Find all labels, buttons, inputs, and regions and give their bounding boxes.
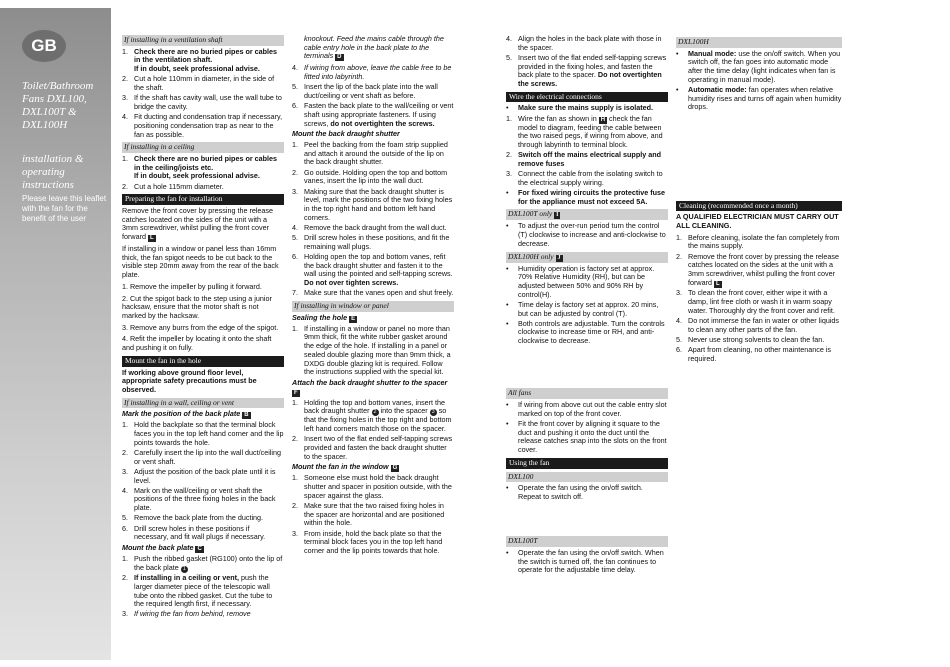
prep-paragraph: 3. Remove any burrs from the edge of the spigot. bbox=[122, 322, 279, 332]
list-cleaning bbox=[676, 234, 842, 364]
list-item: 2. If installing in a ceiling or vent, push the larger diameter piece of the telescopic wall tube onto the ribbed gasket. Cut the tube to the required length first, if necessary. bbox=[122, 573, 273, 609]
list-item: 5. Insert the lip of the back plate into the wall duct/ceiling or vent shaft as before. bbox=[292, 82, 438, 101]
column-2 bbox=[292, 35, 454, 557]
list-item: 5. Insert two of the flat ended self-tapping screws provided in the fixing holes, and fasten the back plate to the spacer. Do not overtighten the screws. bbox=[506, 52, 667, 89]
list-mark bbox=[122, 421, 284, 542]
subheading-mark: Mark the position of the back plate B bbox=[122, 409, 249, 419]
heading-window-panel: If installing in window or panel bbox=[292, 301, 454, 312]
list-item: • Automatic mode: fan operates when relative humidity rises and turns off again when humidity drops. bbox=[676, 85, 842, 112]
list-item: 6. Apart from cleaning, no other maintenance is required. bbox=[676, 344, 832, 363]
heading-using-dxl100: DXL100 bbox=[506, 472, 668, 483]
list-item: 4. If wiring from above, leave the cable free to be fitted into labyrinth. bbox=[292, 63, 452, 82]
list-item: • Time delay is factory set at approx. 20 mins, but can be adjusted by control (T). bbox=[506, 299, 659, 318]
prep-paragraph: 1. Remove the impeller by pulling it forward. bbox=[122, 281, 262, 291]
list-item: 6. Fasten the back plate to the wall/ceiling or vent shaft using appropriate fasteners. If using screws, do not overtighten the screws. bbox=[292, 101, 454, 128]
list-item: 1. If installing in a window or panel no more than 9mm thick, fit the white rubber gasket around the edge of the hole. If installing in a panel or sealed double glazing more than 9mm thick, a DXDG double glazing kit is required. Follow the instructions supplied with the special kit. bbox=[292, 323, 451, 377]
heading-ventilation-shaft: If installing in a ventilation shaft bbox=[122, 35, 284, 46]
prep-paragraph: Remove the front cover by pressing the release catches located on the sides of the unit with a 3mm screwdriver, whilst pulling the front cover forward L bbox=[122, 205, 274, 242]
prep-paragraph: If installing in a window or panel less than 16mm thick, the fan spigot needs to be cut back to the visible step 20mm away from the rear of the back plate. bbox=[122, 244, 279, 280]
list-item: 2. Make sure that the two raised fixing holes in the spacer are horizontal and are positioned within the hole. bbox=[292, 500, 445, 528]
list-item: • Humidity operation is factory set at approx. 70% Relative Humidity (RH), but can be adjusted between 50% and 90% RH by control(H). bbox=[506, 263, 655, 299]
list-item: 5. Drill screw holes in these positions, and fit the remaining wall plugs. bbox=[292, 233, 450, 251]
list-item: • To adjust the over-run period turn the control (T) clockwise to increase and anti-clockwise to decrease. bbox=[506, 221, 666, 248]
list-item: 2. Go outside. Holding open the top and bottom vanes, insert the lip into the wall duct. bbox=[292, 167, 448, 186]
heading-all-fans: All fans bbox=[506, 388, 668, 399]
list-item: 1. Check there are no buried pipes or cables in the ventilation shaft. If in doubt, seek professional advise. bbox=[122, 46, 277, 74]
list-window-cont bbox=[506, 35, 668, 89]
list-item: 1. Before cleaning, isolate the fan completely from the mains supply. bbox=[676, 232, 840, 251]
callout-number: 1 bbox=[182, 565, 186, 572]
list-item: 6. Drill screw holes in these positions if necessary, and fit wall plugs if necessary. bbox=[122, 523, 266, 542]
list-item: 1. Push the ribbed gasket (RG100) onto the lip of the back plate 1 bbox=[122, 553, 283, 572]
cleaning-warning: A QUALIFIED ELECTRICIAN MUST CARRY OUT ALL CLEANING. bbox=[676, 212, 839, 231]
figure-ref: L bbox=[715, 280, 720, 287]
subheading-window: Mount the fan in the window G bbox=[292, 462, 398, 472]
list-item: 2. Remove the front cover by pressing the release catches located on the sides at the unit with a 3mm screwdriver, whilst pulling the front cover forward L bbox=[676, 251, 840, 287]
list-item: 4. Fit ducting and condensation trap if necessary, positioning condensation trap as near to the fan as possible. bbox=[122, 112, 283, 139]
figure-ref: B bbox=[244, 412, 249, 419]
list-attach bbox=[292, 399, 454, 462]
prep-paragraph: 2. Cut the spigot back to the step using a junior hacksaw, ensure that the motor shaft is not marked by the hacksaw. bbox=[122, 293, 272, 320]
list-shutter bbox=[292, 141, 454, 298]
list-item: • Manual mode: use the on/off switch. When you switch off, the fan goes into automatic mode after the time delay (light indicates when fan is operating in manual mode). bbox=[676, 48, 841, 84]
list-item: 4. Do not immerse the fan in water or other liquids to clean any other parts of the fan. bbox=[676, 315, 840, 334]
figure-ref: H bbox=[600, 116, 606, 123]
figure-ref: I bbox=[556, 212, 559, 219]
list-item: 3. If wiring the fan from behind, remove bbox=[122, 609, 251, 619]
list-shaft bbox=[122, 48, 284, 140]
list-item: • Make sure the mains supply is isolated. bbox=[506, 103, 654, 113]
list-item: 7. Make sure that the vanes open and shut freely. bbox=[292, 288, 454, 298]
heading-preparing: Preparing the fan for installation bbox=[122, 194, 284, 205]
list-item: 3. Connect the cable from the isolating switch to the electrical supply wiring. bbox=[506, 169, 663, 187]
list-item: 6. Holding open the top and bottom vanes, refit the back draught shutter and fasten it to the wall using the pointed and self-tapping screws. Do not over tighten screws. bbox=[292, 251, 453, 288]
list-item: 3. If the shaft has cavity wall, use the wall tube to bridge the cavity. bbox=[122, 93, 282, 111]
callout-number: 2 bbox=[373, 409, 377, 416]
heading-ceiling: If installing in a ceiling bbox=[122, 142, 284, 153]
heading-cleaning: Cleaning (recommended once a month) bbox=[676, 201, 842, 212]
list-item: • Operate the fan using the on/off switch. When the switch is turned off, the fan continues to operate for the adjustable time delay. bbox=[506, 547, 664, 575]
list-item: 1. Hold the backplate so that the terminal block faces you in the top left hand corner and the lip points towards the hole. bbox=[122, 420, 284, 447]
figure-ref: J bbox=[557, 254, 561, 261]
heading-dxl100h: DXL100H only J bbox=[506, 252, 668, 263]
subheading-attach: Attach the back draught shutter to the spacer F bbox=[292, 377, 448, 396]
list-backplate-cont bbox=[292, 64, 454, 128]
document-title: Toilet/Bathroom Fans DXL100, DXL100T & DXL100H bbox=[22, 80, 94, 131]
list-item: 3. Adjust the position of the back plate until it is level. bbox=[122, 466, 276, 485]
heading-using-dxl100h: DXL100H bbox=[676, 37, 842, 48]
list-item: 1. Wire the fan as shown in H check the fan model to diagram, feeding the cable between the two raised pegs, if wiring from above, and through labyrinth to terminal block. bbox=[506, 113, 663, 150]
list-item: 2. Cut a hole 110mm in diameter, in the side of the shaft. bbox=[122, 74, 275, 93]
prep-paragraph: 4. Refit the impeller by locating it onto the shaft and pushing it on fully. bbox=[122, 334, 272, 353]
figure-ref: F bbox=[294, 389, 298, 396]
list-item: 1. Check there are no buried pipes or cables in the ceiling/joists etc. If in doubt, seek professional advise. bbox=[122, 153, 277, 181]
list-item: 4. Mark on the wall/ceiling or vent shaft the positions of the three fixing holes in the back plate. bbox=[122, 485, 276, 513]
list-item: 1. Holding the top and bottom vanes, insert the back draught shutter 2 into the spacer 3 so that the fixing holes in the top right and bottom left hand corners match those on the spacer. bbox=[292, 397, 452, 434]
callout-number: 3 bbox=[431, 409, 435, 416]
list-window bbox=[292, 474, 454, 555]
column-3 bbox=[506, 35, 668, 576]
list-item: • For fixed wiring circuits the protective fuse for the appliance must not exceed 5A. bbox=[506, 188, 665, 206]
list-mount-backplate bbox=[122, 555, 284, 619]
figure-ref: D bbox=[337, 54, 342, 61]
heading-using: Using the fan bbox=[506, 458, 668, 469]
subheading-shutter: Mount the back draught shutter bbox=[292, 129, 400, 139]
list-seal bbox=[292, 325, 454, 377]
list-wiring bbox=[506, 115, 668, 188]
list-item: 5. Remove the back plate from the ducting. bbox=[122, 513, 264, 523]
subheading-mount-backplate: Mount the back plate C bbox=[122, 542, 202, 552]
list-item: • Both controls are adjustable. Turn the controls clockwise to increase time or RH, and anti-clockwise to decrease. bbox=[506, 318, 665, 346]
figure-ref: G bbox=[392, 465, 398, 472]
heading-using-dxl100t: DXL100T bbox=[506, 536, 668, 547]
list-ceiling bbox=[122, 155, 284, 191]
language-badge: GB bbox=[22, 30, 66, 62]
heading-wall: If installing in a wall, ceiling or vent bbox=[122, 398, 284, 409]
list-item: 2. Switch off the mains electrical supply and remove fuses bbox=[506, 150, 661, 168]
subheading-seal: Sealing the hole E bbox=[292, 312, 356, 322]
leaflet-note: Please leave this leaflet with the fan for the benefit of the user bbox=[22, 194, 107, 223]
list-item: 3. To clean the front cover, either wipe it with a damp, lint free cloth or wash it in warm soapy water. Thoroughly dry the front cover and refit. bbox=[676, 288, 835, 315]
figure-ref: E bbox=[351, 315, 356, 322]
figure-ref: C bbox=[197, 545, 202, 552]
list-item: 5. Never use strong solvents to clean the fan. bbox=[676, 334, 825, 344]
heading-wiring: Wire the electrical connections bbox=[506, 92, 668, 103]
heading-dxl100t: DXL100T only I bbox=[506, 209, 668, 220]
column-4 bbox=[676, 34, 842, 365]
list-item: 2. Cut a hole 115mm diameter. bbox=[122, 181, 224, 191]
list-item: 4. Align the holes in the back plate with those in the spacer. bbox=[506, 34, 662, 52]
list-item: 4. Remove the back draught from the wall duct. bbox=[292, 222, 447, 232]
list-item: 1. Peel the backing from the foam strip supplied and attach it around the outside of the lip on the back draught shutter. bbox=[292, 140, 448, 167]
list-item: 2. Insert two of the flat ended self-tapping screws provided and fasten the back draught shutter to the spacer. bbox=[292, 434, 453, 461]
list-item: 1. Someone else must hold the back draught shutter and spacer in position outside, with the spacer against the glass. bbox=[292, 473, 452, 500]
sidebar bbox=[0, 8, 111, 660]
column-1 bbox=[122, 32, 284, 621]
list-item: 3. From inside, hold the back plate so that the terminal block faces you in the top left hand corner and the lip points towards that hole. bbox=[292, 528, 443, 555]
list-item: • Fit the front cover by aligning it square to the duct and pushing it onto the duct until the release catches snap into the slots on the front cover. bbox=[506, 419, 667, 455]
list-item: 2. Carefully insert the lip into the wall duct/ceiling or vent shaft. bbox=[122, 447, 282, 466]
list-item: • Operate the fan using the on/off switch. Repeat to switch off. bbox=[506, 483, 643, 501]
continued-text: knockout. Feed the mains cable through the cable entry hole in the back plate to the terminals D bbox=[304, 34, 444, 61]
safety-warning: If working above ground floor level, appropriate safety precautions must be observed. bbox=[122, 367, 257, 394]
document-subtitle: installation & operating instructions bbox=[22, 153, 84, 191]
heading-mount: Mount the fan in the hole bbox=[122, 356, 284, 367]
figure-ref: L bbox=[149, 235, 154, 242]
list-item: 3. Making sure that the back draught shutter is level, mark the positions of the two fixing holes in the top right hand and bottom left hand corners. bbox=[292, 186, 453, 222]
list-item: • If wiring from above cut out the cable entry slot marked on top of the front cover. bbox=[506, 400, 667, 418]
